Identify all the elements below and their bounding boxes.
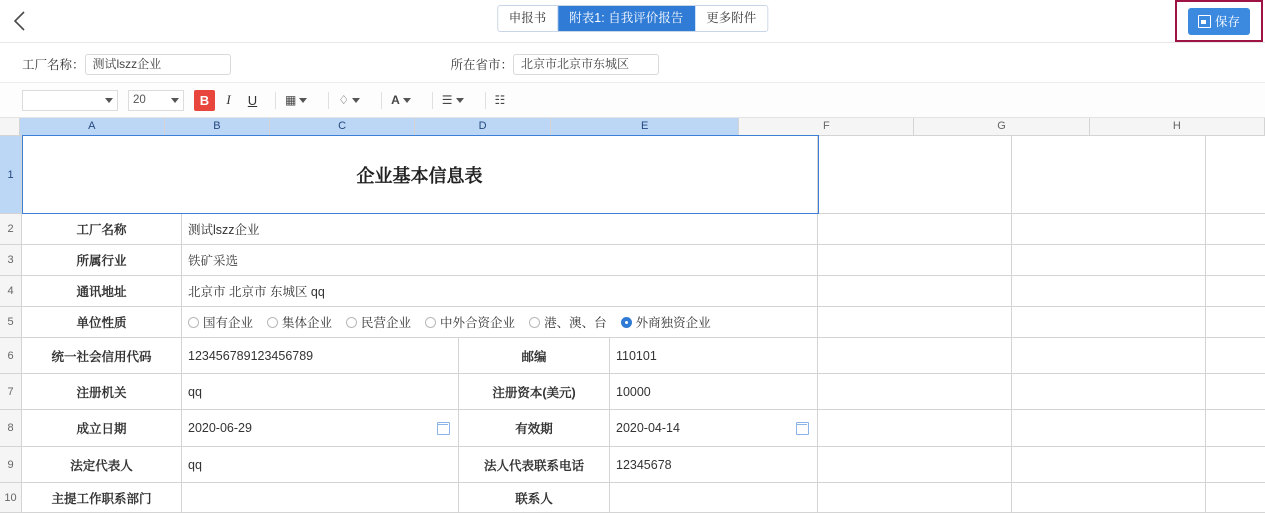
- cell-h9[interactable]: [1206, 447, 1265, 483]
- toolbar-divider: [381, 92, 382, 109]
- cell-g7[interactable]: [1012, 374, 1206, 410]
- sheet-row: [0, 307, 1265, 338]
- cell-g2[interactable]: [1012, 214, 1206, 245]
- cell-value-establish-date[interactable]: [182, 410, 459, 447]
- save-button-highlight: [1175, 0, 1263, 42]
- cell-value-contact[interactable]: [610, 483, 818, 513]
- tab-self-evaluation-report[interactable]: 附表1: 自我评价报告: [558, 6, 695, 31]
- align-button[interactable]: [442, 93, 464, 107]
- sheet-row: [0, 214, 1265, 245]
- sheet-row: [0, 410, 1265, 447]
- radio-hk-macao-taiwan[interactable]: [529, 313, 607, 331]
- column-header-b[interactable]: B: [165, 118, 271, 135]
- row-header-4[interactable]: 4: [0, 276, 22, 307]
- cell-value-legal-rep-phone[interactable]: 12345678: [610, 447, 818, 483]
- toolbar-divider: [328, 92, 329, 109]
- cell-label-registration-authority[interactable]: 注册机关: [22, 374, 182, 410]
- sheet-row: [0, 374, 1265, 410]
- radio-dot-icon: [529, 317, 540, 328]
- italic-button[interactable]: I: [226, 92, 231, 107]
- cell-h6[interactable]: [1206, 338, 1265, 374]
- merge-cells-button[interactable]: [495, 93, 506, 107]
- cell-f7[interactable]: [818, 374, 1012, 410]
- toolbar-divider: [432, 92, 433, 109]
- cell-f8[interactable]: [818, 410, 1012, 447]
- underline-button[interactable]: U: [247, 92, 258, 108]
- radio-private[interactable]: [346, 313, 411, 331]
- radio-dot-icon: [267, 317, 278, 328]
- form-row: [0, 43, 1265, 83]
- row-header-3[interactable]: 3: [0, 245, 22, 276]
- cell-value-unit-type[interactable]: [182, 307, 818, 338]
- cell-label-credit-code[interactable]: 统一社会信用代码: [22, 338, 182, 374]
- radio-label: 中外合资企业: [440, 316, 516, 330]
- sheet-row: [0, 245, 1265, 276]
- table-border-icon: ▦: [285, 93, 297, 107]
- establish-date-value: 2020-06-29: [188, 421, 252, 435]
- sheet-row: [0, 136, 1265, 214]
- font-size-value: 20: [133, 94, 146, 106]
- back-chevron-left-icon[interactable]: [0, 0, 40, 42]
- radio-dot-icon: [188, 317, 199, 328]
- calendar-icon[interactable]: [437, 422, 450, 435]
- toolbar-divider: [275, 92, 276, 109]
- cell-g8[interactable]: [1012, 410, 1206, 447]
- cell-label-industry[interactable]: 所属行业: [22, 245, 182, 276]
- row-header-1[interactable]: 1: [0, 136, 22, 214]
- cell-g1[interactable]: [1012, 136, 1206, 214]
- row-header-2[interactable]: 2: [0, 214, 22, 245]
- radio-dot-icon: [346, 317, 357, 328]
- cell-g6[interactable]: [1012, 338, 1206, 374]
- radio-label: 国有企业: [203, 316, 254, 330]
- province-city-input[interactable]: [513, 54, 659, 75]
- radio-state-owned[interactable]: [188, 313, 253, 331]
- cell-h5[interactable]: [1206, 307, 1265, 338]
- borders-button[interactable]: [285, 93, 307, 107]
- cell-label-address[interactable]: 通讯地址: [22, 276, 182, 307]
- cell-label-valid-period[interactable]: 有效期: [459, 410, 610, 447]
- column-header-f[interactable]: F: [739, 118, 914, 135]
- fill-color-icon: ♢: [338, 93, 350, 107]
- align-left-icon: ☰: [441, 93, 453, 107]
- province-city-label: 所在省市：: [450, 58, 514, 72]
- radio-label: 外商独资企业: [635, 316, 711, 330]
- column-header-row: [0, 118, 1265, 136]
- factory-name-field: [22, 54, 231, 75]
- sheet-row: [0, 447, 1265, 483]
- cell-g9[interactable]: [1012, 447, 1206, 483]
- cell-f5[interactable]: [818, 307, 1012, 338]
- cell-label-postcode[interactable]: 邮编: [459, 338, 610, 374]
- cell-value-valid-period[interactable]: [610, 410, 818, 447]
- cell-f10[interactable]: [818, 483, 1012, 513]
- cell-f2[interactable]: [818, 214, 1012, 245]
- radio-collective[interactable]: [267, 313, 332, 331]
- calendar-icon[interactable]: [796, 422, 809, 435]
- sheet-row: [0, 483, 1265, 513]
- cell-value-registration-authority[interactable]: qq: [182, 374, 459, 410]
- select-all-corner[interactable]: [0, 118, 20, 135]
- cell-f3[interactable]: [818, 245, 1012, 276]
- cell-title[interactable]: 企业基本信息表: [22, 136, 818, 214]
- save-disk-icon: [1198, 15, 1211, 28]
- row-header-5[interactable]: 5: [0, 307, 22, 338]
- radio-dot-icon: [425, 317, 436, 328]
- cell-label-department[interactable]: 主提工作职系部门: [22, 483, 182, 513]
- editor-toolbar: [0, 83, 1265, 118]
- column-header-e[interactable]: E: [551, 118, 739, 135]
- cell-label-establish-date[interactable]: 成立日期: [22, 410, 182, 447]
- cell-g10[interactable]: [1012, 483, 1206, 513]
- cell-label-registered-capital[interactable]: 注册资本(美元): [459, 374, 610, 410]
- cell-label-factory-name[interactable]: 工厂名称: [22, 214, 182, 245]
- column-header-g[interactable]: G: [914, 118, 1089, 135]
- row-header-6[interactable]: 6: [0, 338, 22, 374]
- cell-value-factory-name[interactable]: 测试lszz企业: [182, 214, 818, 245]
- chevron-down-icon: [456, 98, 464, 103]
- cell-value-postcode[interactable]: 110101: [610, 338, 818, 374]
- sheet-row: [0, 338, 1265, 374]
- radio-dot-icon: [621, 317, 632, 328]
- factory-name-label: 工厂名称：: [22, 58, 85, 72]
- bold-button[interactable]: B: [194, 90, 215, 111]
- cell-value-credit-code[interactable]: 123456789123456789: [182, 338, 459, 374]
- cell-value-legal-representative[interactable]: qq: [182, 447, 459, 483]
- toolbar-divider: [485, 92, 486, 109]
- cell-f4[interactable]: [818, 276, 1012, 307]
- sheet-row: [0, 276, 1265, 307]
- column-header-c[interactable]: C: [270, 118, 415, 135]
- cell-value-industry[interactable]: 铁矿采选: [182, 245, 818, 276]
- province-city-field: [451, 54, 660, 75]
- cell-label-contact[interactable]: 联系人: [459, 483, 610, 513]
- cell-h2[interactable]: [1206, 214, 1265, 245]
- cell-f6[interactable]: [818, 338, 1012, 374]
- factory-name-input[interactable]: [85, 54, 231, 75]
- cell-f1[interactable]: [818, 136, 1012, 214]
- cell-label-unit-type[interactable]: 单位性质: [22, 307, 182, 338]
- cell-h10[interactable]: [1206, 483, 1265, 513]
- cell-value-registered-capital[interactable]: 10000: [610, 374, 818, 410]
- radio-label: 民营企业: [361, 316, 412, 330]
- cell-h3[interactable]: [1206, 245, 1265, 276]
- save-button[interactable]: [1188, 8, 1250, 35]
- row-header-7[interactable]: 7: [0, 374, 22, 410]
- cell-g4[interactable]: [1012, 276, 1206, 307]
- cell-h4[interactable]: [1206, 276, 1265, 307]
- radio-label: 集体企业: [282, 316, 333, 330]
- radio-label: 港、澳、台: [544, 316, 607, 330]
- valid-period-date-value: 2020-04-14: [616, 421, 680, 435]
- row-header-8[interactable]: 8: [0, 410, 22, 447]
- chevron-down-icon: [403, 98, 411, 103]
- cell-h8[interactable]: [1206, 410, 1265, 447]
- row-header-9[interactable]: 9: [0, 447, 22, 483]
- column-header-h[interactable]: H: [1090, 118, 1265, 135]
- radio-wholly-foreign-owned[interactable]: [621, 313, 711, 331]
- chevron-down-icon: [352, 98, 360, 103]
- top-bar: [0, 0, 1265, 43]
- font-size-select[interactable]: [128, 90, 184, 111]
- merge-cells-icon: ☷: [494, 93, 506, 107]
- spreadsheet: [0, 118, 1265, 513]
- cell-g5[interactable]: [1012, 307, 1206, 338]
- cell-h7[interactable]: [1206, 374, 1265, 410]
- row-header-10[interactable]: 10: [0, 483, 22, 513]
- text-color-button[interactable]: [391, 93, 411, 107]
- cell-g3[interactable]: [1012, 245, 1206, 276]
- column-header-d[interactable]: D: [415, 118, 551, 135]
- chevron-down-icon: [171, 98, 179, 103]
- text-color-icon: A: [391, 93, 400, 107]
- tab-group: [497, 5, 768, 32]
- save-button-label: 保存: [1214, 15, 1240, 29]
- column-header-a[interactable]: A: [20, 118, 165, 135]
- font-family-select[interactable]: [22, 90, 118, 111]
- cell-value-address[interactable]: 北京市 北京市 东城区 qq: [182, 276, 818, 307]
- chevron-down-icon: [105, 98, 113, 103]
- establish-date-picker[interactable]: [182, 421, 458, 435]
- cell-value-department[interactable]: [182, 483, 459, 513]
- radio-joint-venture[interactable]: [425, 313, 515, 331]
- tab-more-attachments[interactable]: 更多附件: [695, 6, 767, 31]
- chevron-down-icon: [299, 98, 307, 103]
- tab-declaration[interactable]: 申报书: [498, 6, 559, 31]
- unit-type-radio-group: [182, 313, 711, 331]
- cell-f9[interactable]: [818, 447, 1012, 483]
- valid-period-date-picker[interactable]: [610, 421, 817, 435]
- cell-label-legal-rep-phone[interactable]: 法人代表联系电话: [459, 447, 610, 483]
- cell-h1[interactable]: [1206, 136, 1265, 214]
- fill-color-button[interactable]: [338, 93, 360, 107]
- cell-label-legal-representative[interactable]: 法定代表人: [22, 447, 182, 483]
